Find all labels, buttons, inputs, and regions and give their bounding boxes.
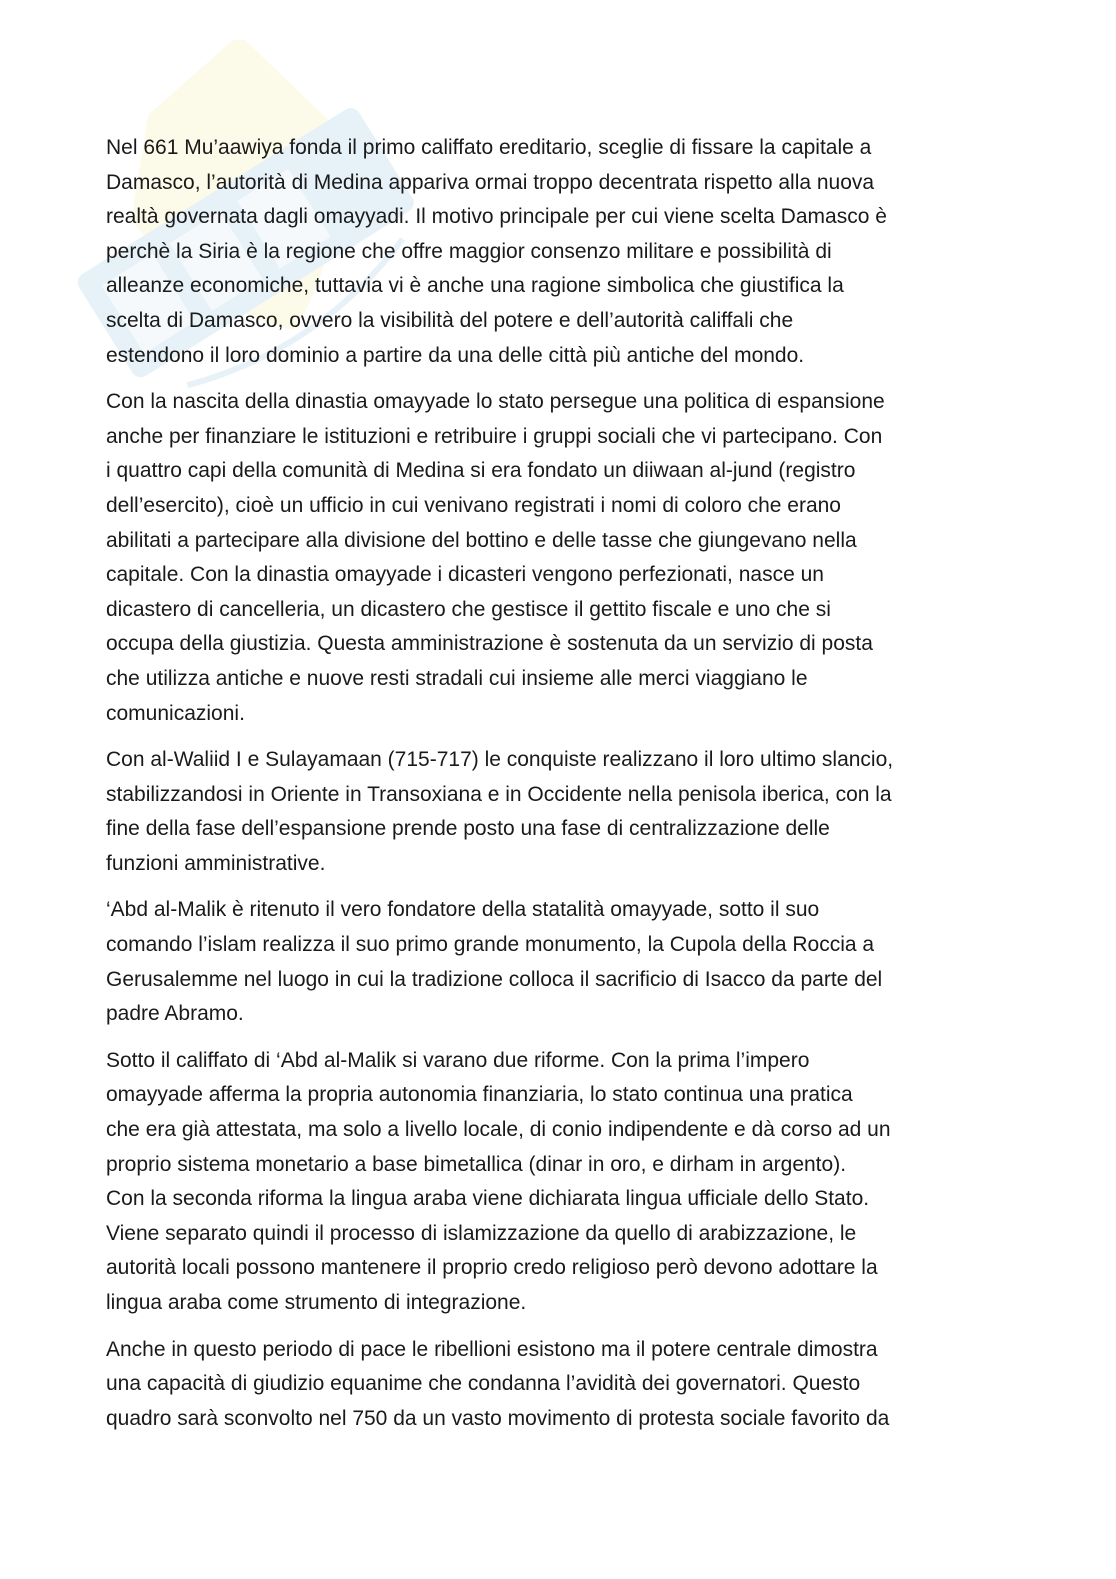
text-line: capitale. Con la dinastia omayyade i dicasteri vengono perfezionati, nasce un <box>106 563 824 587</box>
text-line: i quattro capi della comunità di Medina si era fondato un diiwaan al-jund (registro <box>106 459 856 483</box>
paragraph-5 <box>106 1044 1006 1321</box>
text-line: ‘Abd al-Malik è ritenuto il vero fondatore della statalità omayyade, sotto il suo <box>106 898 820 922</box>
text-line: occupa della giustizia. Questa amministrazione è sostenuta da un servizio di posta <box>106 632 873 656</box>
paragraph-6 <box>106 1333 1006 1437</box>
text-line: perchè la Siria è la regione che offre maggior consenzo militare e possibilità di <box>106 239 832 263</box>
text-line: stabilizzandosi in Oriente in Transoxiana e in Occidente nella penisola iberica, con la <box>106 782 892 806</box>
paragraph-2 <box>106 385 1006 731</box>
text-line: che era già attestata, ma solo a livello locale, di conio indipendente e dà corso ad un <box>106 1118 891 1142</box>
text-line: Anche in questo periodo di pace le ribellioni esistono ma il potere centrale dimostra <box>106 1337 878 1361</box>
text-line: dicastero di cancelleria, un dicastero che gestisce il gettito fiscale e uno che si <box>106 597 831 621</box>
paragraph-3 <box>106 743 1006 881</box>
text-line: Nel 661 Mu’aawiya fonda il primo califfato ereditario, sceglie di fissare la capitale a <box>106 136 872 159</box>
text-line: realtà governata dagli omayyadi. Il motivo principale per cui viene scelta Damasco è <box>106 205 887 229</box>
text-line: comunicazioni. <box>106 701 245 725</box>
text-line: quadro sarà sconvolto nel 750 da un vasto movimento di protesta sociale favorito da <box>106 1406 890 1430</box>
text-line: Con al-Waliid I e Sulayamaan (715-717) le conquiste realizzano il loro ultimo slancio, <box>106 748 894 772</box>
text-line: comando l’islam realizza il suo primo grande monumento, la Cupola della Roccia a <box>106 933 875 957</box>
text-line: una capacità di giudizio equanime che condanna l’avidità dei governatori. Questo <box>106 1372 861 1396</box>
text-line: lingua araba come strumento di integrazione. <box>106 1291 527 1314</box>
text-line: funzioni amministrative. <box>106 851 326 875</box>
text-line: anche per finanziare le istituzioni e retribuire i gruppi sociali che vi partecipano. Con <box>106 424 883 448</box>
text-line: padre Abramo. <box>106 1002 244 1026</box>
text-line: dell’esercito), cioè un ufficio in cui venivano registrati i nomi di coloro che erano <box>106 493 841 517</box>
text-line: che utilizza antiche e nuove resti stradali cui insieme alle merci viaggiano le <box>106 666 808 690</box>
text-line: Con la nascita della dinastia omayyade lo stato persegue una politica di espansione <box>106 390 885 414</box>
text-line: Con la seconda riforma la lingua araba viene dichiarata lingua ufficiale dello Stato. <box>106 1187 870 1211</box>
text-line: Gerusalemme nel luogo in cui la tradizione colloca il sacrificio di Isacco da parte del <box>106 967 883 991</box>
text-line: Damasco, l’autorità di Medina appariva ormai troppo decentrata rispetto alla nuova <box>106 170 875 194</box>
paragraph-1 <box>106 131 1006 373</box>
text-line: fine della fase dell’espansione prende posto una fase di centralizzazione delle <box>106 817 830 841</box>
document-body <box>106 131 1006 1448</box>
text-line: abilitati a partecipare alla divisione del bottino e delle tasse che giungevano nella <box>106 528 857 552</box>
text-line: omayyade afferma la propria autonomia finanziaria, lo stato continua una pratica <box>106 1083 853 1107</box>
text-line: Viene separato quindi il processo di islamizzazione da quello di arabizzazione, le <box>106 1221 857 1245</box>
text-line: proprio sistema monetario a base bimetallica (dinar in oro, e dirham in argento). <box>106 1152 847 1176</box>
text-line: scelta di Damasco, ovvero la visibilità del potere e dell’autorità califfali che <box>106 308 794 332</box>
text-line: alleanze economiche, tuttavia vi è anche una ragione simbolica che giustifica la <box>106 274 844 298</box>
text-line: autorità locali possono mantenere il proprio credo religioso però devono adottare la <box>106 1256 878 1280</box>
paragraph-4 <box>106 893 1006 1031</box>
text-line: Sotto il califfato di ‘Abd al-Malik si varano due riforme. Con la prima l’impero <box>106 1048 810 1072</box>
text-line: estendono il loro dominio a partire da una delle città più antiche del mondo. <box>106 343 805 367</box>
